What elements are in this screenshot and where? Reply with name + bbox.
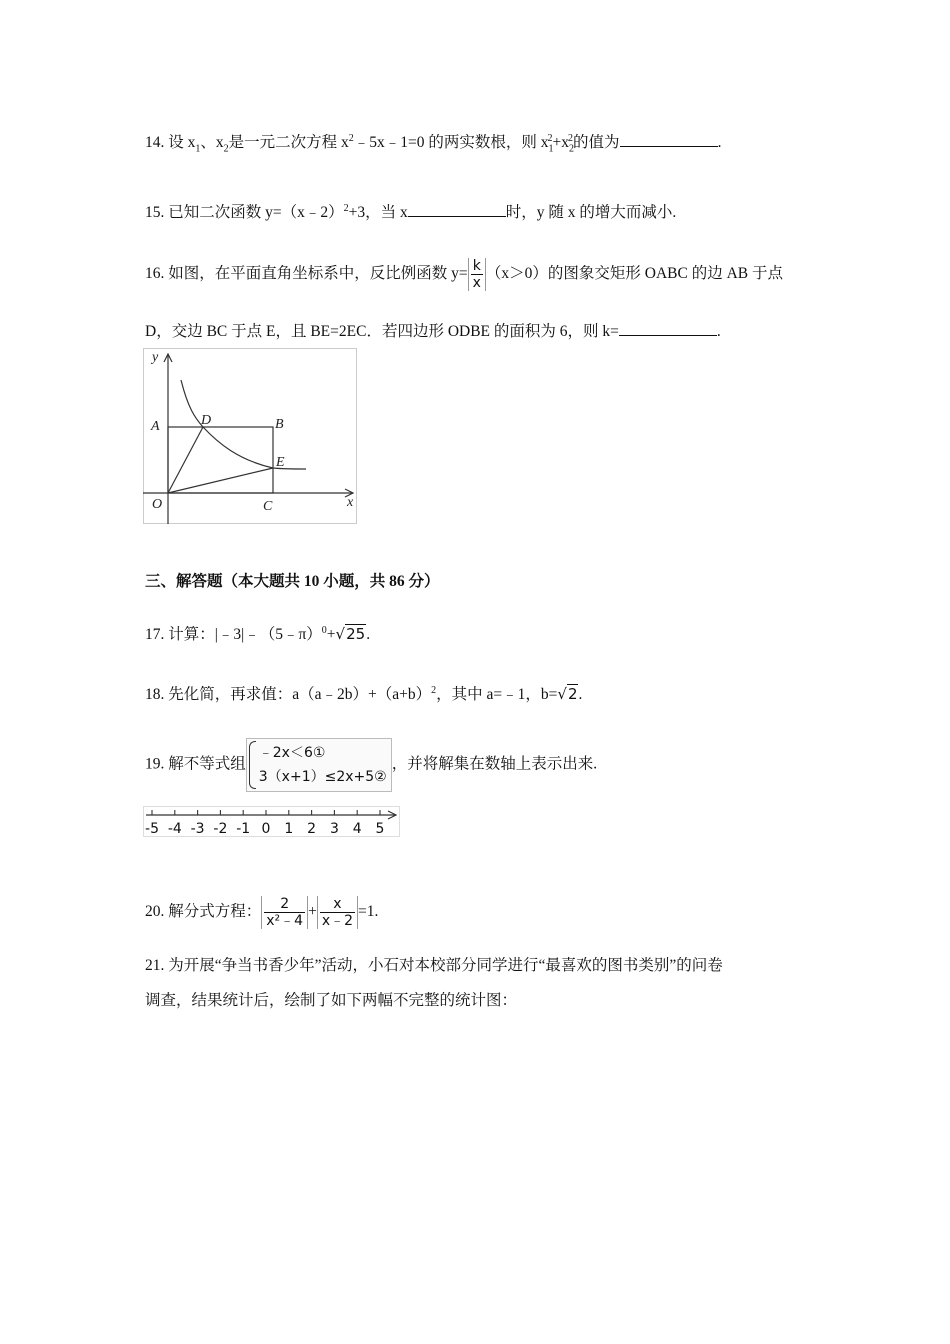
q21-text: 调查，结果统计后，绘制了如下两幅不完整的统计图： [145,992,518,1009]
question-21-line2 [145,990,517,1012]
numberline-label: 1 [284,821,294,837]
question-17 [145,620,370,646]
q20-text: 解分式方程： [168,903,262,921]
sqrt-expression: √25 [335,625,366,644]
q16-text: D，交边 BC 于点 E，且 BE=2EC．若四边形 ODBE 的面积为 6，则 k= [145,323,619,340]
frac-denominator: x²﹣4 [266,913,304,929]
q15-text: 时，y 随 x 的增大而减小. [505,204,677,222]
numberline-ticks [145,810,384,837]
fraction-1 [261,896,308,929]
q14-text: 设 x [168,134,196,152]
q14-end: . [717,134,722,152]
q16-number: 16. [145,265,165,283]
q18-number: 18. [145,686,165,704]
frac-denominator: x [472,275,481,291]
numberline-label: -2 [213,821,228,837]
inequality-1: ﹣2x＜6① [258,745,326,761]
q14-sub: 1 [195,143,201,155]
numberline-label: 2 [307,821,317,837]
q21-text: 为开展“争当书香少年”活动，小石对本校部分同学进行“最喜欢的图书类别”的问卷 [168,957,723,974]
label-c: C [263,499,273,514]
rectangle-oabc [168,427,273,493]
numberline-label: -3 [190,821,205,837]
brace [249,741,256,789]
question-16 [145,258,783,291]
q17-sup: 0 [321,625,327,636]
coordinate-figure [143,348,358,525]
numberline-label: -5 [145,821,159,837]
section-title: 三、解答题（本大题共 10 小题，共 86 分） [145,573,440,590]
question-15 [145,198,676,224]
q16-text: （x＞0）的图象交矩形 OABC 的边 AB 于点 [485,265,784,283]
numberline-label: 3 [329,821,339,837]
q16-end: . [716,323,721,340]
label-a: A [151,419,160,434]
question-19 [145,738,597,792]
q18-text: 先化简，再求值：a（a﹣2b）+（a+b） [168,686,432,704]
question-21 [145,955,723,977]
answer-blank[interactable] [408,201,506,217]
hyperbola-curve [181,380,306,469]
frac-numerator: k [471,258,483,275]
inequality-2: 3（x+1）≤2x+5② [258,769,387,785]
frac-numerator: 2 [264,896,305,913]
q19-text: 解不等式组 [168,755,246,773]
q14-text: 、x [200,134,224,152]
q17-text: + [326,626,336,644]
q14-number: 14. [145,134,165,152]
plus-sign: + [308,903,317,921]
numberline-label: 0 [261,821,271,837]
label-o: O [152,497,163,512]
q16-text: 如图，在平面直角坐标系中，反比例函数 y= [168,265,468,283]
figure-border [144,349,357,524]
answer-blank[interactable] [619,320,717,336]
answer-blank[interactable] [620,131,718,147]
q14-text: 是一元二次方程 x [228,134,349,152]
label-e: E [276,455,285,470]
q14-text: ﹣5x﹣1=0 的两实数根，则 x [353,134,549,152]
q20-number: 20. [145,903,165,921]
q19-text: ，并将解集在数轴上表示出来. [391,755,598,773]
label-d: D [201,413,212,428]
numberline-label: -4 [167,821,182,837]
q15-text: 已知二次函数 y=（x﹣2） [168,204,344,222]
label-y: y [152,350,159,365]
segment-oe [168,468,273,493]
q21-number: 21. [145,957,165,974]
question-14 [145,128,721,160]
fraction-2 [317,896,358,929]
question-16-line2 [145,320,721,343]
q18-sup: 2 [431,685,437,696]
inequality-system [246,738,392,792]
q14-text: 的值为 [573,134,620,152]
numberline-label: 4 [352,821,362,837]
numberline-label: -1 [236,821,251,837]
q17-number: 17. [145,626,165,644]
q14-text: +x [552,134,570,152]
segment-od [168,427,203,493]
frac-numerator: x [320,896,355,913]
question-18 [145,680,582,706]
q14-sub: 2 [569,143,575,155]
q18-text: ，其中 a=﹣1，b= [436,686,558,704]
label-x: x [347,495,354,510]
radicand: 2 [567,685,578,704]
q14-sup: 2 [547,133,553,144]
q17-text: 计算：|﹣3|﹣（5﹣π） [168,626,322,644]
label-b: B [275,417,284,432]
q14-sub: 1 [548,143,554,155]
radicand: 25 [346,625,366,644]
number-line [143,806,401,838]
section-heading [145,571,440,593]
question-20 [145,896,378,929]
sqrt-expression: √2 [557,685,578,704]
q14-sub: 2 [223,143,229,155]
q15-number: 15. [145,204,165,222]
q17-end: . [366,626,371,644]
numberline-label: 5 [375,821,385,837]
q19-number: 19. [145,755,165,773]
q14-sup: 2 [568,133,574,144]
q15-text: +3，当 x [348,204,408,222]
q15-sup: 2 [343,203,349,214]
q14-sup: 2 [348,133,354,144]
fraction-k-over-x [468,258,486,291]
q18-end: . [578,686,583,704]
frac-denominator: x﹣2 [321,913,354,929]
q20-end: =1. [358,903,379,921]
